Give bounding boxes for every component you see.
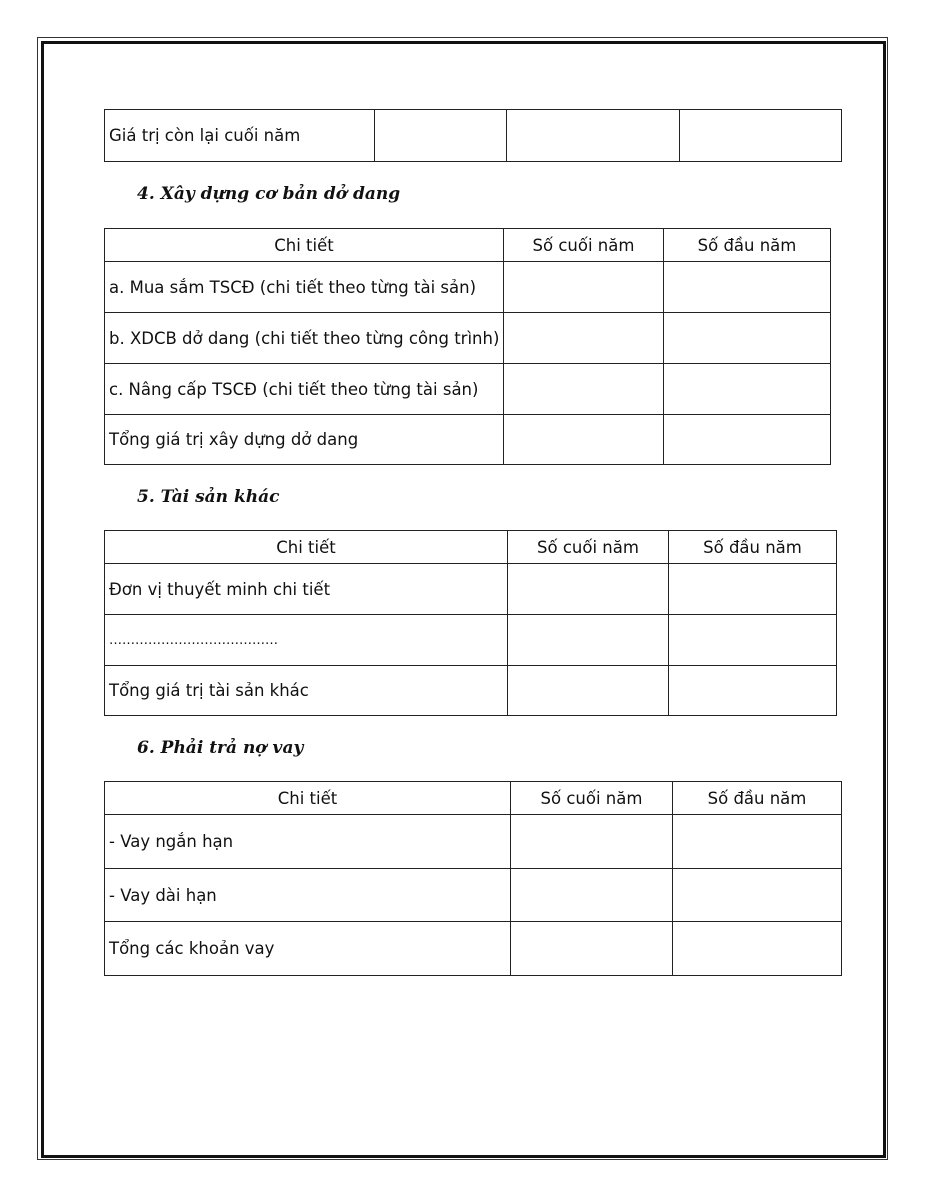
column-header: Số cuối năm [504,229,664,262]
section-4-heading: 4. Xây dựng cơ bản dở dang [137,184,401,204]
cell [664,262,831,313]
column-header: Số cuối năm [511,782,673,815]
column-header: Số đầu năm [673,782,842,815]
row-label: Giá trị còn lại cuối năm [105,110,375,162]
cell [511,815,673,869]
cell [511,922,673,976]
table-row [105,110,842,162]
cell [664,364,831,415]
cell [507,110,680,162]
cell [669,666,837,716]
cell [508,666,669,716]
section-5-table [104,530,837,716]
table-row [105,262,831,313]
column-header: Số cuối năm [508,531,669,564]
column-header: Số đầu năm [664,229,831,262]
table-row [105,615,837,666]
cell [504,313,664,364]
cell [508,615,669,666]
cell [669,615,837,666]
cell [680,110,842,162]
row-label: Tổng giá trị xây dựng dở dang [105,415,504,465]
row-label: Tổng giá trị tài sản khác [105,666,508,716]
table-row [105,313,831,364]
table-header-row [105,782,842,815]
cell [664,313,831,364]
table-header-row [105,229,831,262]
row-label-placeholder: ………………………………… [105,615,508,666]
cell [673,869,842,922]
cell [375,110,507,162]
row-label: Tổng các khoản vay [105,922,511,976]
column-header: Chi tiết [105,531,508,564]
cell [664,415,831,465]
table-row [105,564,837,615]
column-header: Chi tiết [105,782,511,815]
row-label: c. Nâng cấp TSCĐ (chi tiết theo từng tài sản) [105,364,504,415]
row-label: a. Mua sắm TSCĐ (chi tiết theo từng tài sản) [105,262,504,313]
cell [504,415,664,465]
table-row [105,922,842,976]
table-header-row [105,531,837,564]
table-row [105,415,831,465]
column-header: Chi tiết [105,229,504,262]
cell [673,815,842,869]
table-row [105,869,842,922]
cell [669,564,837,615]
row-label: Đơn vị thuyết minh chi tiết [105,564,508,615]
cell [511,869,673,922]
column-header: Số đầu năm [669,531,837,564]
table-row [105,666,837,716]
section-6-table [104,781,842,976]
cell [508,564,669,615]
row-label: b. XDCB dở dang (chi tiết theo từng công trình) [105,313,504,364]
section-6-heading: 6. Phải trả nợ vay [137,738,304,758]
row-label: - Vay ngắn hạn [105,815,511,869]
top-table [104,109,842,162]
section-5-heading: 5. Tài sản khác [137,487,280,507]
cell [673,922,842,976]
table-row [105,364,831,415]
row-label: - Vay dài hạn [105,869,511,922]
cell [504,364,664,415]
table-row [105,815,842,869]
section-4-table [104,228,831,465]
cell [504,262,664,313]
